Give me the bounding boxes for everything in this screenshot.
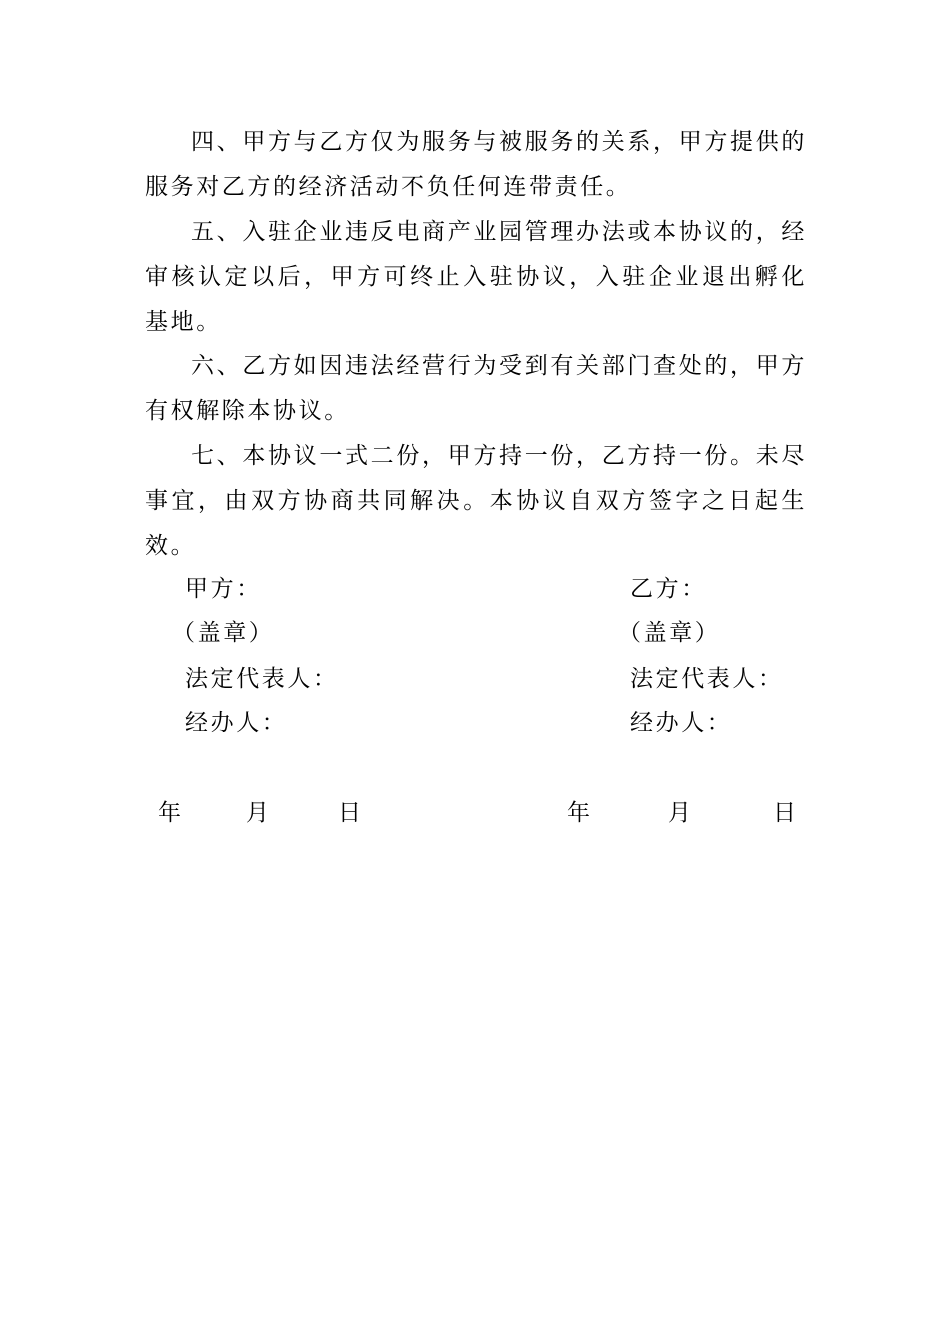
party-a-date-day: 日 <box>338 800 361 826</box>
party-b-label: 乙方： <box>630 576 707 602</box>
party-a-label: 甲方： <box>185 576 262 602</box>
party-b-date-day: 日 <box>773 800 796 826</box>
party-a-seal: （盖章） <box>172 620 275 646</box>
clause-6: 六、乙方如因违法经营行为受到有关部门查处的，甲方有权解除本协议。 <box>145 353 807 424</box>
party-a-date-month: 月 <box>246 800 269 826</box>
party-a-handler: 经办人： <box>185 710 288 736</box>
party-b-legal-rep: 法定代表人： <box>630 666 784 692</box>
party-b-date-month: 月 <box>668 800 691 826</box>
party-b-handler: 经办人： <box>630 710 733 736</box>
party-b-date-year: 年 <box>567 800 590 826</box>
party-a-legal-rep: 法定代表人： <box>185 666 339 692</box>
clause-4: 四、甲方与乙方仅为服务与被服务的关系，甲方提供的服务对乙方的经济活动不负任何连带责任。 <box>145 129 807 200</box>
party-b-seal: （盖章） <box>618 620 721 646</box>
clause-7: 七、本协议一式二份，甲方持一份，乙方持一份。未尽事宜，由双方协商共同解决。本协议自双方签字之日起生效。 <box>145 443 807 559</box>
party-a-date-year: 年 <box>158 800 181 826</box>
clause-5: 五、入驻企业违反电商产业园管理办法或本协议的，经审核认定以后，甲方可终止入驻协议，入驻企业退出孵化基地。 <box>145 219 807 335</box>
